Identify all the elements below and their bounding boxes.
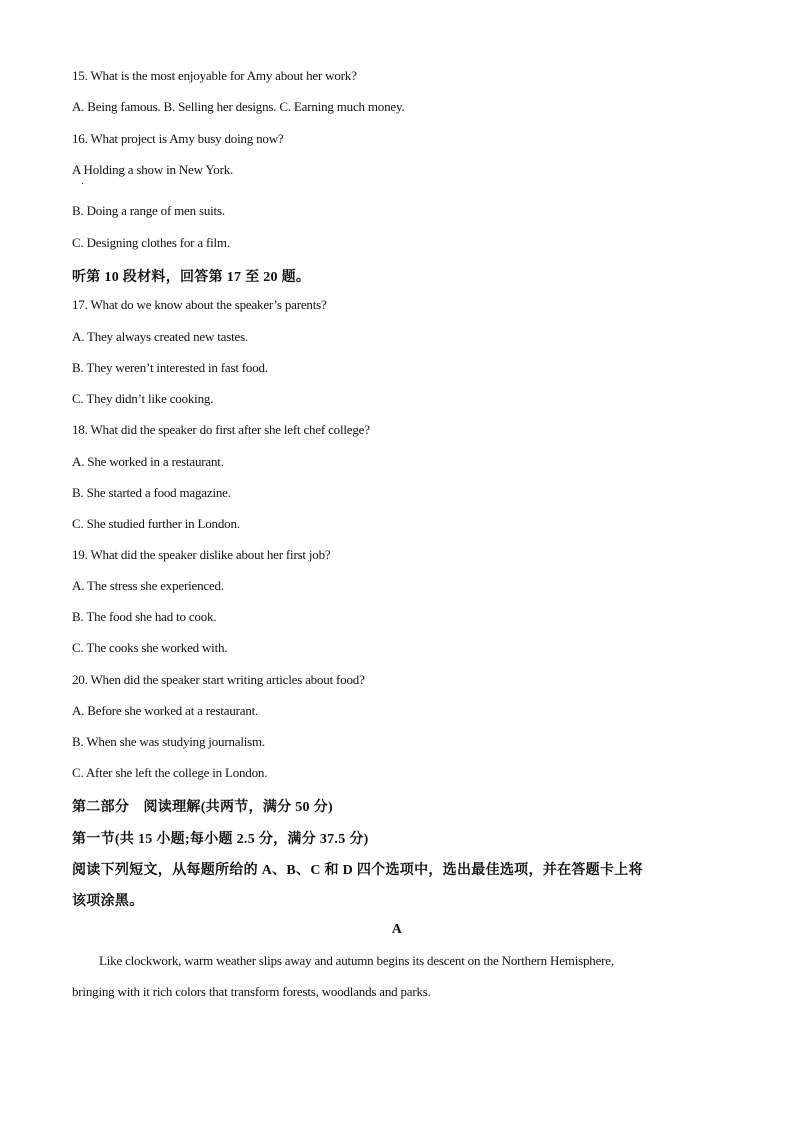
question-16-option-a: A Holding a show in New York. bbox=[72, 162, 234, 177]
question-19-option-a: A. The stress she experienced. bbox=[72, 578, 224, 593]
question-17-option-b: B. They weren’t interested in fast food. bbox=[72, 360, 268, 375]
passage-line-2: bringing with it rich colors that transform forests, woodlands and parks. bbox=[72, 984, 431, 999]
question-15-options: A. Being famous. B. Selling her designs. C. Earning much money. bbox=[72, 99, 405, 114]
question-18-stem: 18. What did the speaker do first after she left chef college? bbox=[72, 422, 370, 437]
instruction-line-1: 阅读下列短文，从每题所给的 A、B、C 和 D 四个选项中，选出最佳选项，并在答题卡上将 bbox=[72, 863, 643, 878]
passage-title: A bbox=[391, 922, 403, 937]
section-header-section-one: 第一节(共 15 小题;每小题 2.5 分，满分 37.5 分) bbox=[72, 832, 369, 847]
question-18-option-c: C. She studied further in London. bbox=[72, 516, 240, 531]
passage-line-1: Like clockwork, warm weather slips away and autumn begins its descent on the Northern Hemisphere, bbox=[99, 953, 614, 968]
question-17-option-c: C. They didn’t like cooking. bbox=[72, 391, 214, 406]
question-20-option-c: C. After she left the college in London. bbox=[72, 765, 268, 780]
question-20-stem: 20. When did the speaker start writing articles about food? bbox=[72, 672, 365, 687]
question-17-option-a: A. They always created new tastes. bbox=[72, 329, 248, 344]
question-16-option-b: B. Doing a range of men suits. bbox=[72, 203, 225, 218]
question-18-option-a: A. She worked in a restaurant. bbox=[72, 454, 224, 469]
question-15-stem: 15. What is the most enjoyable for Amy about her work? bbox=[72, 68, 357, 83]
instruction-line-2: 该项涂黑。 bbox=[72, 894, 144, 909]
question-20-option-a: A. Before she worked at a restaurant. bbox=[72, 703, 259, 718]
question-16-option-c: C. Designing clothes for a film. bbox=[72, 235, 230, 250]
stray-dot bbox=[82, 183, 83, 184]
question-20-option-b: B. When she was studying journalism. bbox=[72, 734, 265, 749]
section-header-listening-10: 听第 10 段材料，回答第 17 至 20 题。 bbox=[72, 270, 311, 285]
question-18-option-b: B. She started a food magazine. bbox=[72, 485, 231, 500]
question-19-option-c: C. The cooks she worked with. bbox=[72, 640, 228, 655]
question-19-option-b: B. The food she had to cook. bbox=[72, 609, 217, 624]
question-19-stem: 19. What did the speaker dislike about her first job? bbox=[72, 547, 331, 562]
section-header-part-two: 第二部分 阅读理解(共两节，满分 50 分) bbox=[72, 800, 333, 815]
question-16-stem: 16. What project is Amy busy doing now? bbox=[72, 131, 284, 146]
question-17-stem: 17. What do we know about the speaker’s parents? bbox=[72, 297, 327, 312]
